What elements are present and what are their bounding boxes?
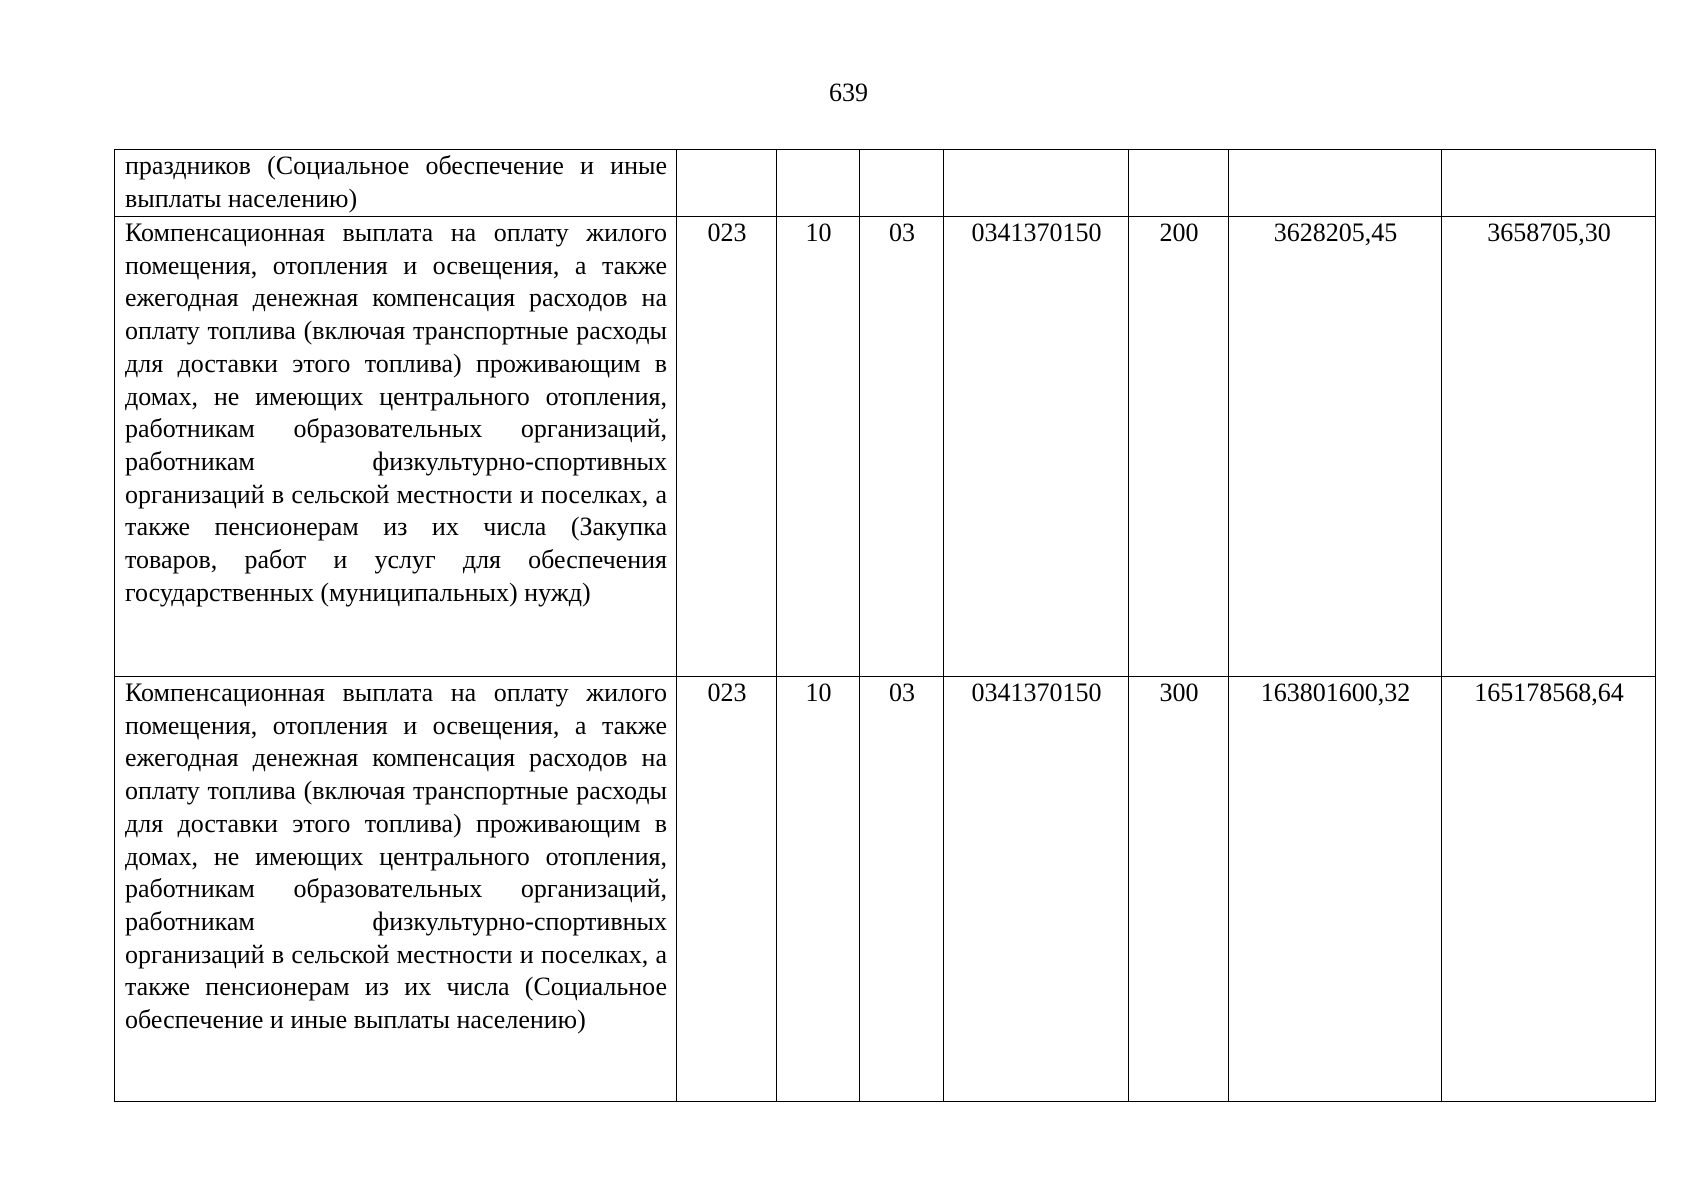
row-ved-code: 023 <box>677 677 777 1102</box>
row-target-article-code <box>944 150 1129 217</box>
row-target-article-code: 0341370150 <box>944 217 1129 677</box>
row-expense-type-code <box>1129 150 1229 217</box>
row-expense-type-code: 300 <box>1129 677 1229 1102</box>
row-description: праздников (Социальное обеспечение и иные выплаты населению) <box>115 150 677 217</box>
row-amount-second <box>1442 150 1656 217</box>
row-section-code: 10 <box>777 677 860 1102</box>
row-amount-first: 3628205,45 <box>1229 217 1442 677</box>
row-amount-first <box>1229 150 1442 217</box>
row-ved-code <box>677 150 777 217</box>
table-row <box>115 150 1656 217</box>
row-amount-first: 163801600,32 <box>1229 677 1442 1102</box>
row-subsection-code <box>860 150 944 217</box>
row-description: Компенсационная выплата на оплату жилого помещения, отопления и освещения, а также ежегодная денежная компенсация расходов на оплату топлива (включая транспортные расходы для доставки этого топлива) проживающим в домах, не имеющих центрального отопления, работникам образовательных организаций, работникам физкультурно-спортивных организаций в сельской местности и поселках, а также пенсионерам из их числа (Закупка товаров, работ и услуг для обеспечения государственных (муниципальных) нужд) <box>115 217 677 677</box>
page-number: 639 <box>829 78 868 107</box>
row-amount-second: 165178568,64 <box>1442 677 1656 1102</box>
row-section-code: 10 <box>777 217 860 677</box>
row-section-code <box>777 150 860 217</box>
row-subsection-code: 03 <box>860 677 944 1102</box>
row-subsection-code: 03 <box>860 217 944 677</box>
table-row <box>115 677 1656 1102</box>
table-row <box>115 217 1656 677</box>
row-expense-type-code: 200 <box>1129 217 1229 677</box>
row-amount-second: 3658705,30 <box>1442 217 1656 677</box>
row-ved-code: 023 <box>677 217 777 677</box>
row-description: Компенсационная выплата на оплату жилого помещения, отопления и освещения, а также ежегодная денежная компенсация расходов на оплату топлива (включая транспортные расходы для доставки этого топлива) проживающим в домах, не имеющих центрального отопления, работникам образовательных организаций, работникам физкультурно-спортивных организаций в сельской местности и поселках, а также пенсионерам из их числа (Социальное обеспечение и иные выплаты населению) <box>115 677 677 1102</box>
row-target-article-code: 0341370150 <box>944 677 1129 1102</box>
budget-table <box>114 149 1656 1102</box>
